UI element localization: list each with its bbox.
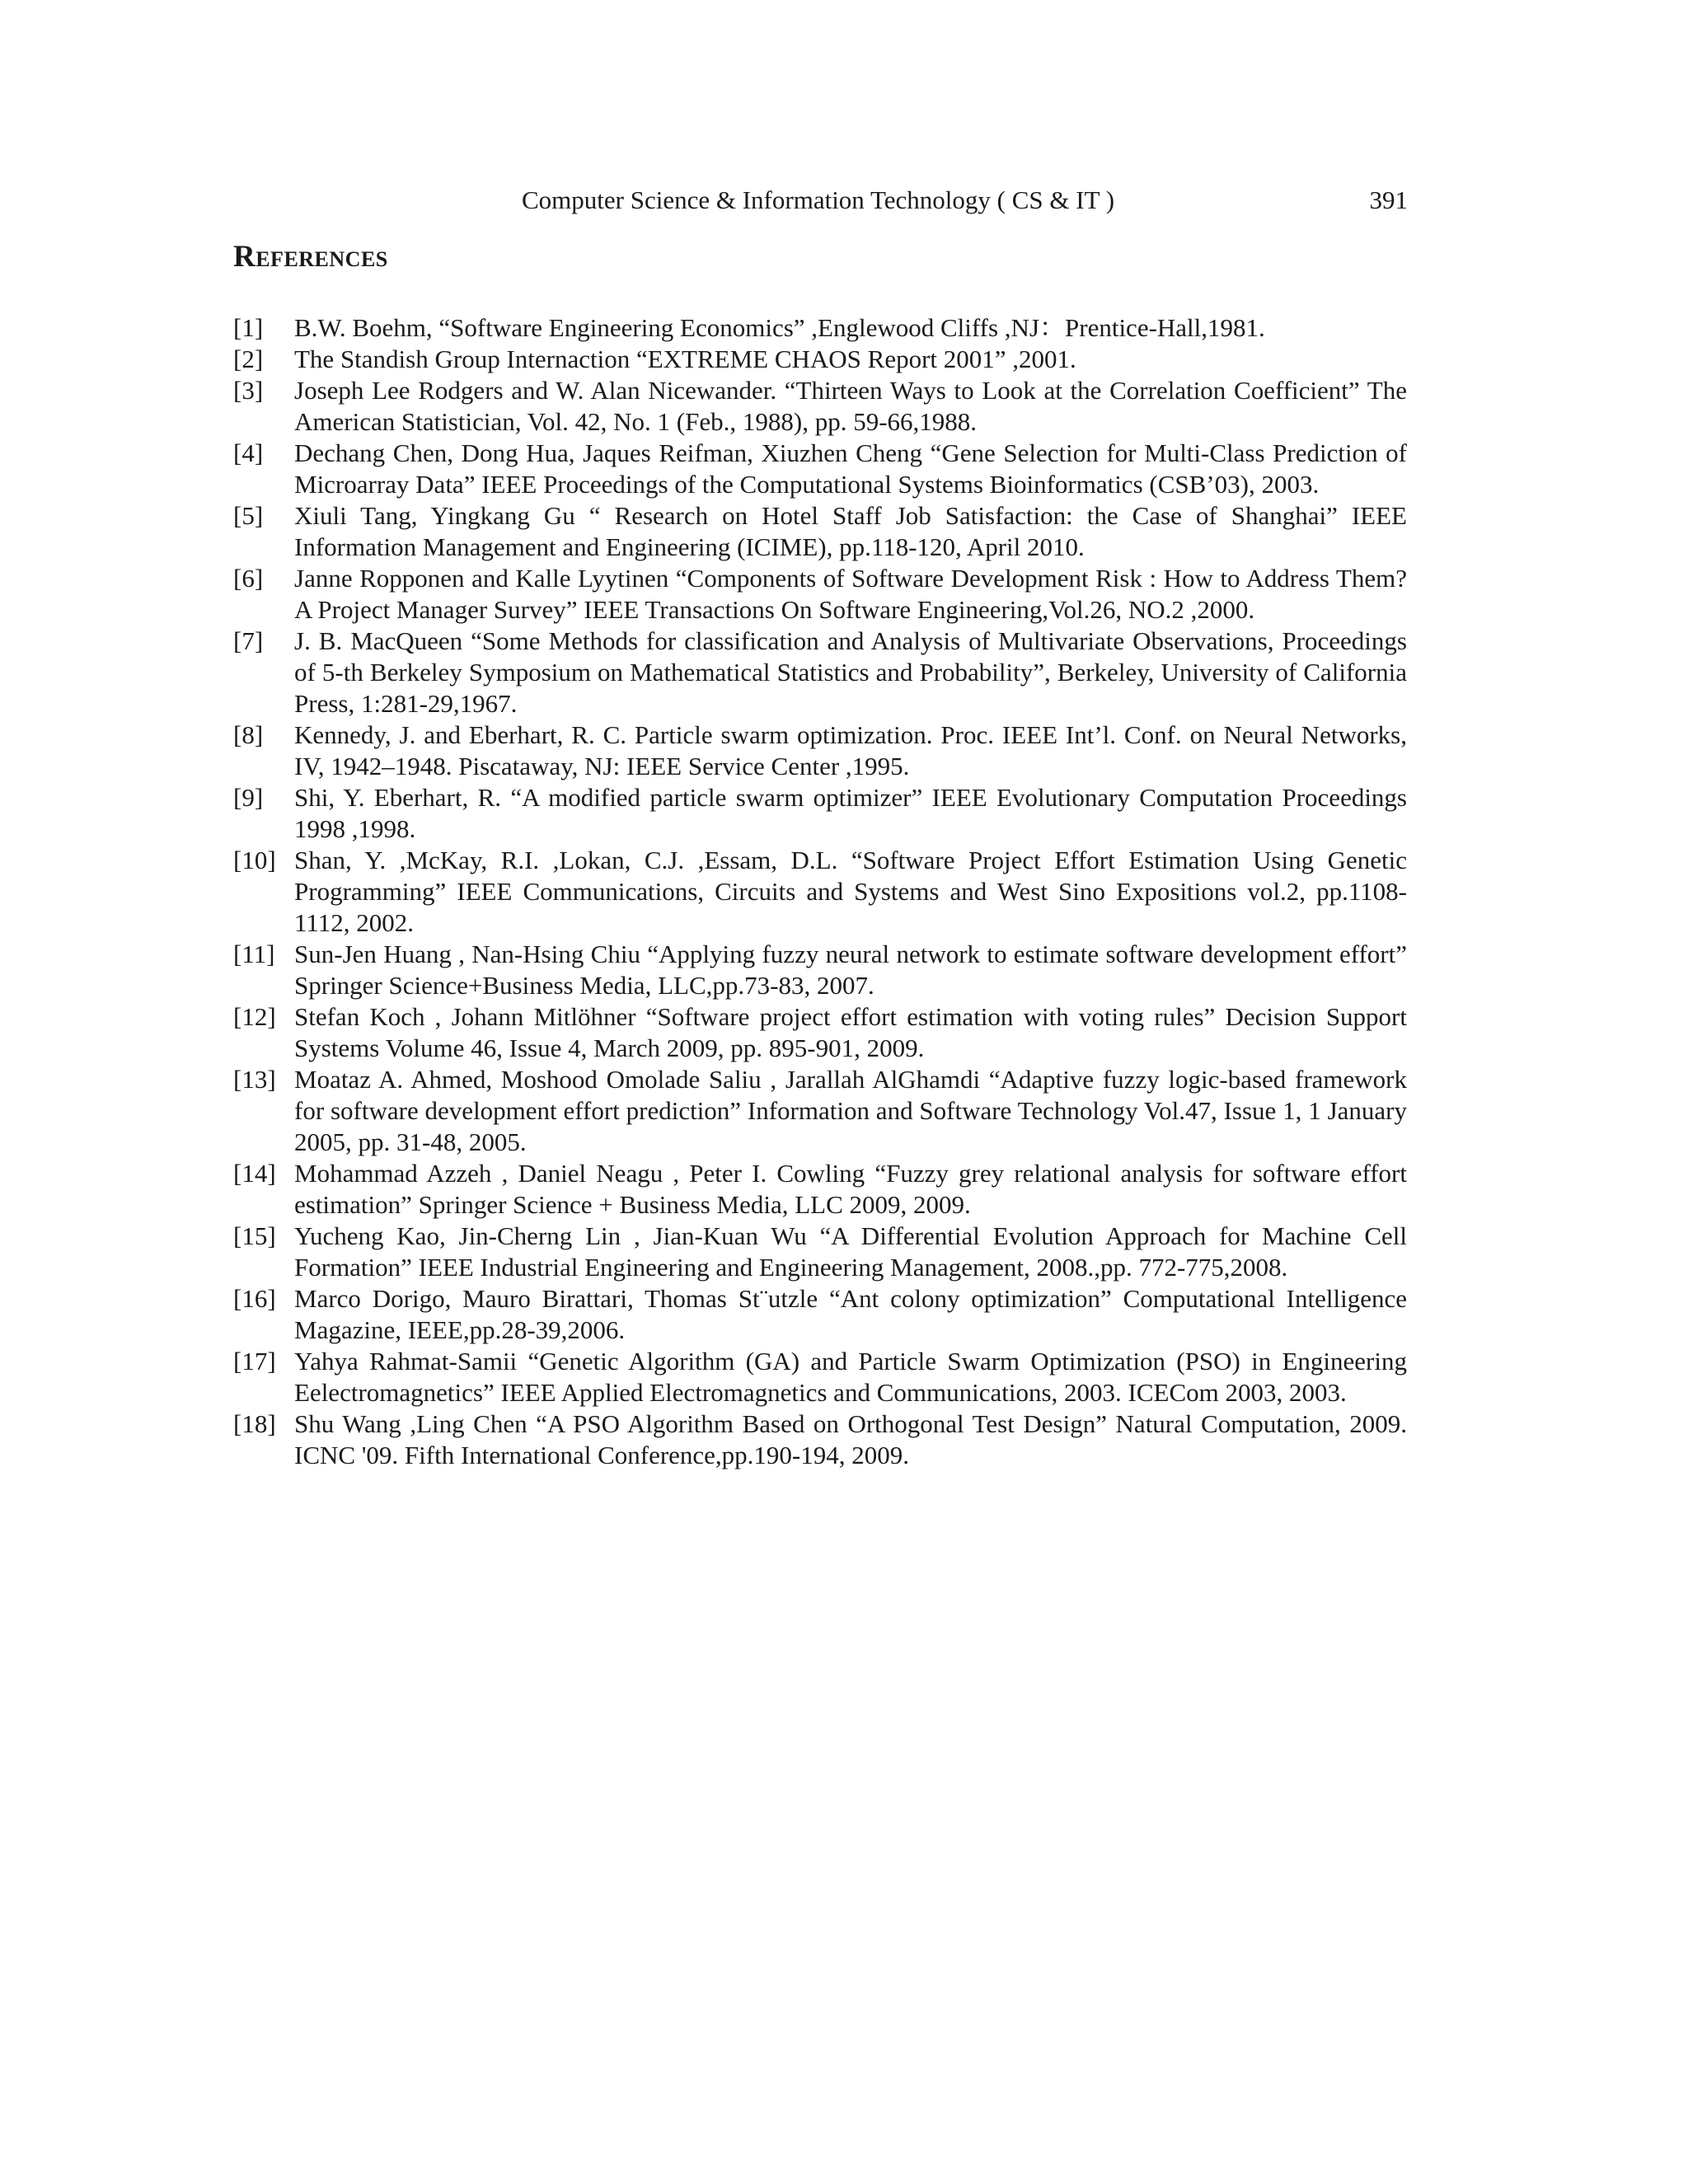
reference-text: Sun-Jen Huang , Nan-Hsing Chiu “Applying fuzzy neural network to estimate software development effort” Springer Science+Business Media, LLC,pp.73-83, 2007.: [294, 940, 1407, 1000]
reference-text: Shi, Y. Eberhart, R. “A modified particle swarm optimizer” IEEE Evolutionary Computation Proceedings 1998 ,1998.: [294, 783, 1407, 843]
reference-item: [233, 1346, 1407, 1408]
reference-text: B.W. Boehm, “Software Engineering Economics” ,Englewood Cliffs ,NJ：Prentice-Hall,1981.: [294, 313, 1265, 342]
reference-item: [233, 1064, 1407, 1158]
reference-item: [233, 375, 1407, 438]
reference-number: [15]: [233, 1221, 276, 1250]
reference-text: Joseph Lee Rodgers and W. Alan Nicewander. “Thirteen Ways to Look at the Correlation Coefficient” The American Statistician, Vol. 42, No. 1 (Feb., 1988), pp. 59-66,1988.: [294, 376, 1407, 436]
reference-item: [233, 438, 1407, 500]
reference-number: [3]: [233, 376, 264, 405]
reference-item: [233, 845, 1407, 939]
reference-number: [5]: [233, 501, 264, 530]
reference-text: Dechang Chen, Dong Hua, Jaques Reifman, Xiuzhen Cheng “Gene Selection for Multi-Class Prediction of Microarray Data” IEEE Proceedings of the Computational Systems Bioinformatics (CSB’03), 2003.: [294, 438, 1407, 499]
reference-item: [233, 500, 1407, 563]
reference-item: [233, 939, 1407, 1001]
reference-item: [233, 1221, 1407, 1283]
section-title: References: [233, 240, 388, 274]
reference-text: Yucheng Kao, Jin-Cherng Lin , Jian-Kuan Wu “A Differential Evolution Approach for Machine Cell Formation” IEEE Industrial Engineering and Engineering Management, 2008.,pp. 772-775,2008.: [294, 1221, 1407, 1282]
reference-number: [14]: [233, 1159, 276, 1188]
reference-number: [9]: [233, 783, 264, 812]
reference-number: [16]: [233, 1284, 276, 1313]
reference-number: [11]: [233, 940, 275, 968]
reference-number: [2]: [233, 344, 264, 373]
reference-item: [233, 563, 1407, 626]
reference-item: [233, 312, 1407, 344]
reference-text: Shan, Y. ,McKay, R.I. ,Lokan, C.J. ,Essam, D.L. “Software Project Effort Estimation Using Genetic Programming” IEEE Communications, Circuits and Systems and West Sino Expositions vol.2, pp.1108-1112, 2002.: [294, 846, 1407, 937]
reference-text: J. B. MacQueen “Some Methods for classification and Analysis of Multivariate Observations, Proceedings of 5-th Berkeley Symposium on Mathematical Statistics and Probability”, Berkeley, University of California Press, 1:281-29,1967.: [294, 626, 1407, 718]
reference-item: [233, 1408, 1407, 1471]
reference-text: Janne Ropponen and Kalle Lyytinen “Components of Software Development Risk : How to Address Them? A Project Manager Survey” IEEE Transactions On Software Engineering,Vol.26, NO.2 ,2000.: [294, 564, 1407, 624]
reference-text: Shu Wang ,Ling Chen “A PSO Algorithm Based on Orthogonal Test Design” Natural Computation, 2009. ICNC '09. Fifth International Conference,pp.190-194, 2009.: [294, 1409, 1407, 1469]
reference-number: [7]: [233, 626, 264, 655]
reference-item: [233, 626, 1407, 719]
reference-text: Moataz A. Ahmed, Moshood Omolade Saliu , Jarallah AlGhamdi “Adaptive fuzzy logic-based framework for software development effort prediction” Information and Software Technology Vol.47, Issue 1, 1 January 2005, pp. 31-48, 2005.: [294, 1065, 1407, 1156]
reference-item: [233, 1283, 1407, 1346]
reference-text: The Standish Group Internaction “EXTREME CHAOS Report 2001” ,2001.: [294, 344, 1076, 373]
reference-text: Kennedy, J. and Eberhart, R. C. Particle swarm optimization. Proc. IEEE Int’l. Conf. on Neural Networks, IV, 1942–1948. Piscataway, NJ: IEEE Service Center ,1995.: [294, 720, 1407, 780]
reference-number: [17]: [233, 1347, 276, 1376]
reference-number: [13]: [233, 1065, 276, 1094]
reference-item: [233, 782, 1407, 845]
reference-list: [233, 312, 1407, 1471]
running-header: Computer Science & Information Technology ( CS & IT ): [522, 185, 1115, 214]
reference-number: [12]: [233, 1002, 276, 1031]
page-number: 391: [1369, 185, 1408, 214]
reference-number: [18]: [233, 1409, 276, 1438]
reference-text: Marco Dorigo, Mauro Birattari, Thomas St¨utzle “Ant colony optimization” Computational Intelligence Magazine, IEEE,pp.28-39,2006.: [294, 1284, 1407, 1344]
reference-item: [233, 1158, 1407, 1221]
reference-number: [1]: [233, 313, 264, 342]
reference-number: [4]: [233, 438, 264, 467]
reference-text: Mohammad Azzeh , Daniel Neagu , Peter I. Cowling “Fuzzy grey relational analysis for software effort estimation” Springer Science + Business Media, LLC 2009, 2009.: [294, 1159, 1407, 1219]
reference-text: Xiuli Tang, Yingkang Gu “ Research on Hotel Staff Job Satisfaction: the Case of Shanghai” IEEE Information Management and Engineering (ICIME), pp.118-120, April 2010.: [294, 501, 1407, 561]
reference-text: Stefan Koch , Johann Mitlöhner “Software project effort estimation with voting rules” Decision Support Systems Volume 46, Issue 4, March 2009, pp. 895-901, 2009.: [294, 1002, 1407, 1062]
reference-item: [233, 1001, 1407, 1064]
reference-number: [8]: [233, 720, 264, 749]
reference-text: Yahya Rahmat-Samii “Genetic Algorithm (GA) and Particle Swarm Optimization (PSO) in Engineering Eelectromagnetics” IEEE Applied Electromagnetics and Communications, 2003. ICECom 2003, 2003.: [294, 1347, 1407, 1407]
reference-item: [233, 719, 1407, 782]
reference-number: [6]: [233, 564, 264, 593]
reference-item: [233, 344, 1407, 375]
reference-number: [10]: [233, 846, 276, 874]
